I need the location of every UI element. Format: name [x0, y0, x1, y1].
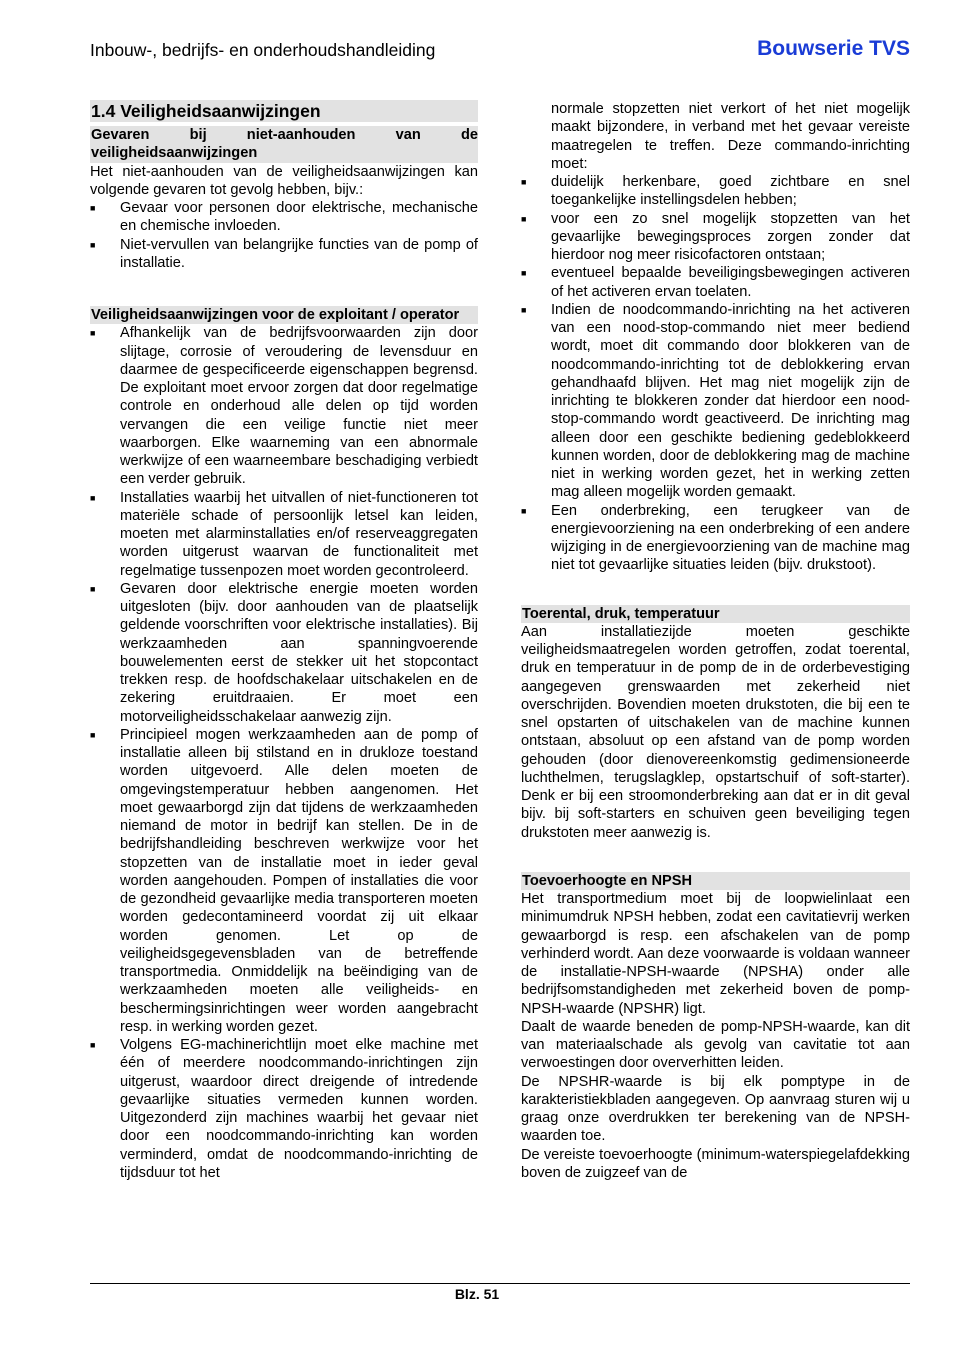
list-item: ■ Gevaren door elektrische energie moeten worden uitgesloten (bijv. door aanhouden van de plaatselijk geldende voorschriften voor elektrische installaties). Bij werkzaamheden aan spanningvoerende bouwelementen eerst de stekker uit het stopcontact trekken resp. de hoofdschakelaar uitschakelen en de zekering eruitdraaien. Er moet een motorveiligheidsschakelaar aanwezig zijn. [90, 580, 478, 725]
bullet-icon: ■ [90, 1040, 96, 1050]
heading-npsh: Toevoerhoogte en NPSH [521, 872, 910, 890]
list-item: ■ voor een zo snel mogelijk stopzetten van het gevaarlijke bewegingsproces zorgen zonder dat hierdoor nog meer risicofactoren ontstaan; [521, 210, 910, 263]
paragraph-toerental: Aan installatiezijde moeten geschikte veiligheidsmaatregelen worden getroffen, zodat toerental, druk en temperatuur in de pomp de in de orderbevestiging aangegeven grenswaarden met zekerheid niet overschrijden. Bovendien moeten drukstoten, die bij een te snel opstarten of uitschakelen van de machine kunnen ontstaan, absoluut op een afstand van de pomp worden gehouden (door dienovereenkomstig gedimensioneerde luchthelmen, terugslagklep, opstartschuif of soft-starter). Denk er bij een stroomonderbreking aan dat er in dit geval bijv. bij soft-starters en schuiven geen beveiliging tegen drukstoten meer aanwezig is. [521, 623, 910, 841]
bullet-icon: ■ [90, 203, 96, 213]
bullet-icon: ■ [90, 583, 96, 594]
footer-divider [90, 1283, 910, 1284]
heading-gevaren: Gevaren bij niet-aanhouden van de veiligheidsaanwijzingen [91, 127, 478, 162]
list-item: ■ Principieel mogen werkzaamheden aan de pomp of installatie alleen bij stilstand en in drukloze toestand worden uitgevoerd. Alle delen moeten de omgevingstemperatuur hebben aangenomen. Het moet gewaarborgd zijn dat tijdens de werkzaamheden niemand de motor in bedrijf kan stellen. De in de bedrijfshandleiding beschreven werkwijze voor het stopzetten van de installatie moet in ieder geval worden aangehouden. Pompen of installaties die voor de gezondheid gevaarlijke media transporteren moeten worden gedecontamineerd voordat zij uit elkaar worden genomen. Let op de veiligheidsgegevensbladen van de betreffende transportmedia. Onmiddelijk na beëindiging van de werkzaamheden moeten alle veiligheids- en beschermingsinrichtingen weer worden aangebracht resp. in werking worden gezet. [90, 726, 478, 1035]
bullet-icon: ■ [90, 729, 96, 740]
paragraph-npsh-1: Het transportmedium moet bij de loopwielinlaat een minimumdruk NPSH hebben, zodat een cavitatievrij werken gewaarborgd is resp. een afschakelen van de pomp verhinderd wordt. Aan deze voorwaarde is voldaan wanneer de installatie-NPSH-waarde (NPSHA) onder alle bedrijfsomstandigheden met zekerheid boven de pomp-NPSH-waarde (NPSHR) ligt. [521, 891, 910, 1017]
bullet-icon: ■ [521, 268, 527, 279]
bullet-icon: ■ [90, 492, 96, 503]
heading-toerental: Toerental, druk, temperatuur [521, 605, 910, 623]
section-title: 1.4 Veiligheidsaanwijzingen [90, 100, 478, 122]
list-item: ■ Een onderbreking, een terugkeer van de energievoorziening na een onderbreking of een andere wijziging in de energievoorziening van de machine mag niet tot gevaarlijke situaties leiden (bijv. drukstoot). [521, 502, 910, 574]
page-number: Blz. 51 [454, 1286, 500, 1302]
continuation-paragraph: normale stopzetten niet verkort of het niet mogelijk maakt bijzondere, in verband met het gevaar vereiste maatregelen te treffen. Deze commando-inrichting moet: [551, 101, 910, 172]
list-item: ■ Installaties waarbij het uitvallen of niet-functioneren tot materiële schade of persoonlijk letsel kan leiden, moeten met alarminstallaties en/of reserveaggregaten worden uitgerust waarvan de functionaliteit met regelmatige tussenpozen moet worden gecontroleerd. [90, 489, 478, 579]
bullet-icon: ■ [521, 177, 527, 187]
paragraph-npsh-2: Daalt de waarde beneden de pomp-NPSH-waarde, kan dit van materiaalschade als gevolg van cavitatie tot aan verwoestingen door oververhitten leiden. [521, 1018, 910, 1072]
heading-operator: Veiligheidsaanwijzingen voor de exploitant / operator [90, 306, 478, 324]
list-item: ■ eventueel bepaalde beveiligingsbewegingen activeren of het activeren ervan toelaten. [521, 265, 910, 300]
bullet-icon: ■ [521, 505, 527, 516]
list-item: ■ Indien de noodcommando-inrichting na het activeren van een nood-stop-commando niet meer bediend wordt, moet dit commando door blokkeren van de noodcommando-inrichting tot de deblokkering ervan gehandhaafd blijven. Het mag niet mogelijk zijn de inrichting te blokkeren zonder dat hierdoor een nood-stop-commando wordt geactiveerd. De inrichting mag alleen door een geschikte bediening gedeblokkeerd kunnen worden, door de deblokkering mag de machine niet in werking worden gezet, het in werking zetten mag alleen mogelijk worden gemaakt. [521, 301, 910, 501]
list-commando [521, 173, 910, 575]
right-column [521, 100, 910, 1182]
bullet-icon: ■ [521, 304, 527, 315]
list-item: ■ Afhankelijk van de bedrijfsvoorwaarden zijn door slijtage, corrosie of veroudering de levensduur en daarmee de gespecificeerde eigenschappen begrensd. De exploitant moet ervoor zorgen dat door regelmatige controle en onderhoud alle delen op tijd worden vervangen die een veilige functie niet meer waarborgen. Elke waarneming van een abnormale werkwijze of een waarneembare beschadiging verbiedt een verder gebruik. [90, 325, 478, 488]
paragraph-npsh-4: De vereiste toevoerhoogte (minimum-waterspiegelafdekking boven de zuigzeef van de [521, 1146, 910, 1181]
list-gevaren [90, 199, 478, 272]
bullet-icon: ■ [521, 213, 527, 224]
list-item: ■ Gevaar voor personen door elektrische, mechanische en chemische invloeden. [90, 200, 478, 235]
list-item: ■ Volgens EG-machinerichtlijn moet elke machine met één of meerdere noodcommando-inrichtingen zijn uitgerust, waardoor direct dreigende of intredende gevaarlijke situaties vermeden kunnen worden. Uitgezonderd zijn machines waarbij het gevaar niet door een noodcommando-inrichting kan worden verminderd, omdat de noodcommando-inrichting de tijdsduur tot het [90, 1037, 478, 1181]
document-title: Inbouw-, bedrijfs- en onderhoudshandleiding [90, 40, 436, 60]
left-column [90, 100, 478, 1182]
bullet-icon: ■ [90, 239, 96, 250]
series-title: Bouwserie TVS [757, 37, 910, 60]
paragraph-npsh-3: De NPSHR-waarde is bij elk pomptype in de karakteristiekbladen aangegeven. Op aanvraag sturen wij u graag onze overdrukken ter berekening van de NPSH-waarden toe. [521, 1073, 910, 1145]
list-item: ■ Niet-vervullen van belangrijke functies van de pomp of installatie. [90, 236, 478, 271]
list-item: ■ duidelijk herkenbare, goed zichtbare en snel toegankelijke instellingsdelen hebben; [521, 174, 910, 209]
list-operator [90, 324, 478, 1182]
paragraph-gevaren: Het niet-aanhouden van de veiligheidsaanwijzingen kan volgende gevaren tot gevolg hebben, bijv.: [90, 163, 478, 198]
bullet-icon: ■ [90, 328, 96, 339]
